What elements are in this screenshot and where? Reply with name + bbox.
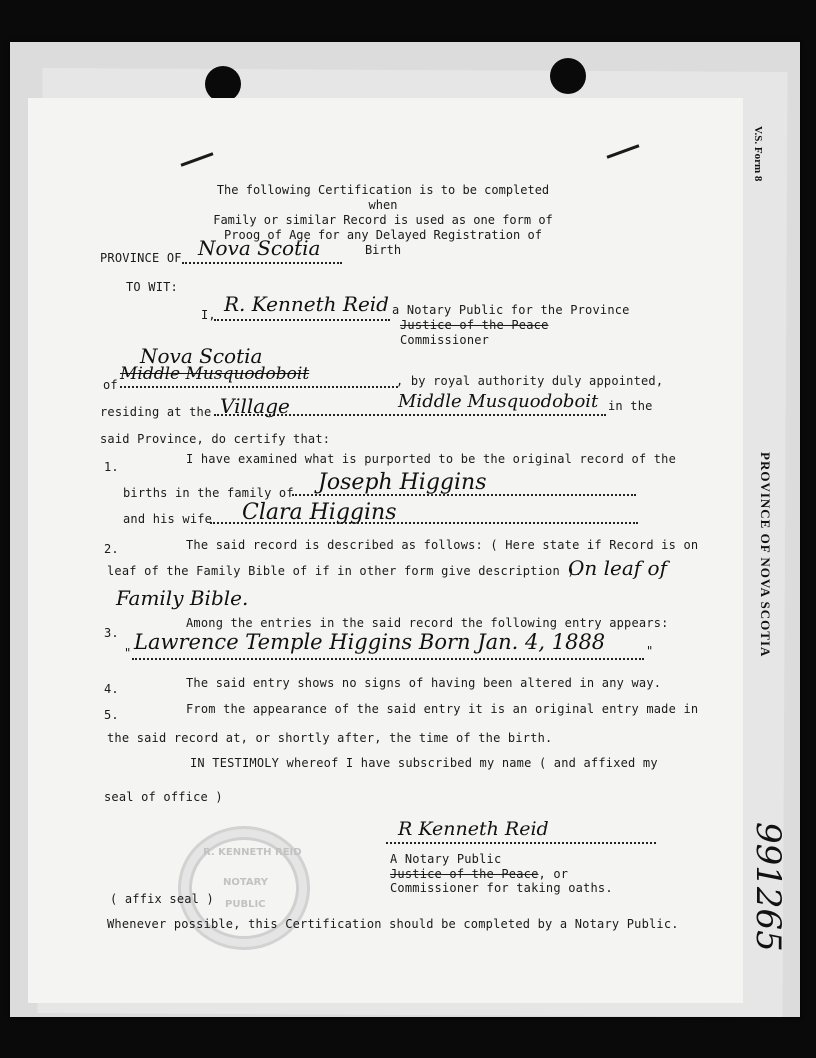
affix-seal-label: ( affix seal )	[110, 892, 214, 906]
certify-line: said Province, do certify that:	[100, 432, 331, 446]
file-number: 991265	[748, 822, 788, 952]
item5-text-2: the said record at, or shortly after, the time of the birth.	[107, 731, 553, 745]
item5-text: From the appearance of the said entry it is an original entry made in	[186, 702, 699, 716]
officer-title-notary: a Notary Public for the Province	[392, 303, 630, 317]
side-province-label: PROVINCE OF NOVA SCOTIA	[758, 452, 773, 658]
item1-family-label: births in the family of	[123, 486, 294, 500]
of-value: Nova Scotia	[140, 344, 263, 368]
item3-text: Among the entries in the said record the following entry appears:	[186, 616, 669, 630]
testimony-line-1: IN TESTIMOLY whereof I have subscribed my name ( and affixed my	[190, 756, 658, 770]
item4-number: 4.	[104, 682, 119, 696]
item5-number: 5.	[104, 708, 119, 722]
item2-text-2: leaf of the Family Bible of if in other form give description ).	[107, 564, 583, 578]
item1-wife-label: and his wife	[123, 512, 213, 526]
item1-father: Joseph Higgins	[318, 470, 487, 495]
item1-number: 1.	[104, 460, 119, 474]
residing-suffix: in the	[608, 399, 653, 413]
signature-line-1: A Notary Public	[390, 852, 502, 866]
item2-number: 2.	[104, 542, 119, 556]
of-label: of	[103, 378, 118, 392]
of-dotline	[120, 386, 398, 388]
footer-note: Whenever possible, this Certification should be completed by a Notary Public.	[107, 917, 679, 931]
signature-line-2-struck: Justice of the Peace	[390, 867, 539, 881]
item3-quote-open: "	[124, 646, 132, 660]
officer-title-justice: Justice of the Peace	[400, 318, 549, 332]
residing-value-2: Middle Musquodoboit	[398, 391, 599, 412]
officer-dotline	[214, 319, 390, 321]
item2-handwritten-1: On leaf of	[568, 556, 667, 580]
intro-line-3: Proog of Age for any Delayed Registration of Birth	[224, 228, 542, 257]
signature-line-3: Commissioner for taking oaths.	[390, 881, 613, 895]
punch-hole-right	[550, 58, 586, 94]
of-suffix: , by royal authority duly appointed,	[396, 374, 664, 388]
seal-text-mid-2: PUBLIC	[225, 899, 266, 910]
seal-text-mid-1: NOTARY	[223, 877, 269, 888]
punch-hole-left	[205, 66, 241, 102]
item3-entry: Lawrence Temple Higgins Born Jan. 4, 1888	[134, 630, 606, 654]
item3-quote-close: "	[646, 644, 654, 658]
officer-prefix: I,	[201, 308, 216, 322]
form-id: V.S. Form 8	[752, 126, 764, 182]
item3-dotline	[132, 658, 644, 660]
item4-text: The said entry shows no signs of having been altered in any way.	[186, 676, 662, 690]
signature: R Kenneth Reid	[398, 818, 549, 840]
province-label: PROVINCE OF	[100, 251, 182, 265]
intro-line-2: Family or similar Record is used as one form of	[213, 213, 553, 227]
testimony-line-2: seal of office )	[104, 790, 223, 804]
intro-line-1: The following Certification is to be completed when	[216, 183, 550, 212]
item1-text: I have examined what is purported to be the original record of the	[186, 452, 677, 466]
officer-name: R. Kenneth Reid	[224, 292, 389, 316]
to-wit-label: TO WIT:	[126, 280, 178, 294]
notary-seal-embossed	[178, 826, 310, 950]
signature-line-2	[390, 867, 568, 881]
seal-text-top: R. KENNETH REID	[203, 847, 302, 858]
item1-mother: Clara Higgins	[242, 500, 397, 525]
province-dotline	[182, 262, 342, 264]
of-struck-value: Middle Musquodoboit	[120, 364, 310, 384]
province-value: Nova Scotia	[198, 236, 321, 260]
item2-text: The said record is described as follows: ( Here state if Record is on	[186, 538, 699, 552]
officer-title-commissioner: Commissioner	[400, 333, 490, 347]
residing-label: residing at the	[100, 405, 212, 419]
item2-handwritten-2: Family Bible.	[116, 586, 249, 610]
signature-dotline	[386, 842, 656, 844]
item3-number: 3.	[104, 626, 119, 640]
signature-line-2-suffix: , or	[538, 867, 569, 881]
residing-value-1: Village	[220, 394, 290, 418]
